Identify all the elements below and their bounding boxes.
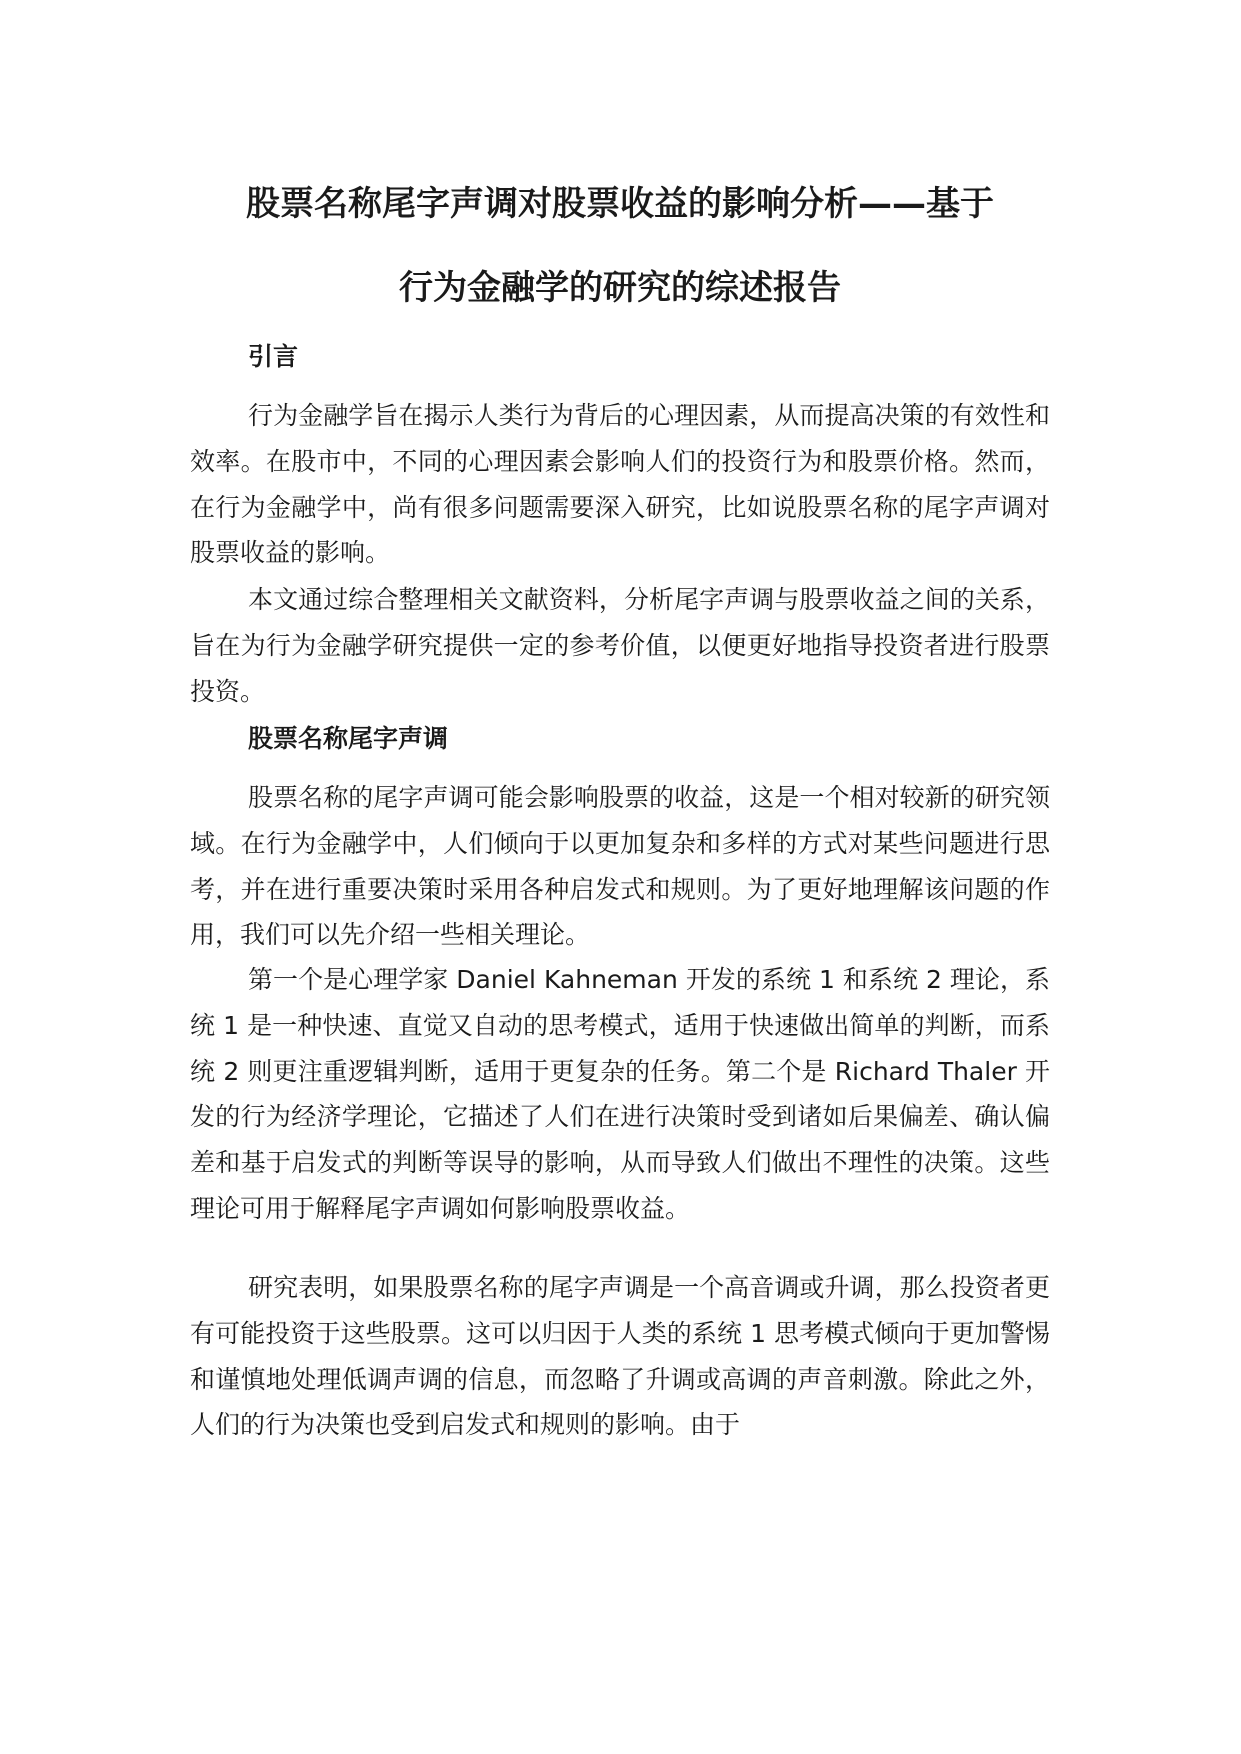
- paragraph: 第一个是心理学家 Daniel Kahneman 开发的系统 1 和系统 2 理论，系统 1 是一种快速、直觉又自动的思考模式，适用于快速做出简单的判断，而系统 2 则更注重逻辑判断，适用于更复杂的任务。第二个是 Richard Thaler 开发的行为经济学理论，它描述了人们在进行决策时受到诸如后果偏差、确认偏差和基于启发式的判断等误导的影响，从而导致人们做出不理性的决策。这些理论可用于解释尾字声调如何影响股票收益。: [190, 965, 1050, 1223]
- document-title-line-2: 行为金融学的研究的综述报告: [399, 268, 841, 308]
- document-title-line-1: 股票名称尾字声调对股票收益的影响分析——基于: [246, 184, 994, 224]
- paragraph: 研究表明，如果股票名称的尾字声调是一个高音调或升调，那么投资者更有可能投资于这些股票。这可以归因于人类的系统 1 思考模式倾向于更加警惕和谨慎地处理低调声调的信息，而忽略了升调或高调的声音刺激。除此之外，人们的行为决策也受到启发式和规则的影响。由于: [190, 1273, 1050, 1440]
- paragraph: 本文通过综合整理相关文献资料，分析尾字声调与股票收益之间的关系，旨在为行为金融学研究提供一定的参考价值，以便更好地指导投资者进行股票投资。: [190, 585, 1050, 706]
- section-heading-introduction: 引言: [248, 342, 299, 371]
- paragraph: 股票名称的尾字声调可能会影响股票的收益，这是一个相对较新的研究领域。在行为金融学中，人们倾向于以更加复杂和多样的方式对某些问题进行思考，并在进行重要决策时采用各种启发式和规则。为了更好地理解该问题的作用，我们可以先介绍一些相关理论。: [190, 783, 1050, 950]
- section-heading-stock-name-tone: 股票名称尾字声调: [248, 724, 449, 753]
- paragraph: 行为金融学旨在揭示人类行为背后的心理因素，从而提高决策的有效性和效率。在股市中，不同的心理因素会影响人们的投资行为和股票价格。然而，在行为金融学中，尚有很多问题需要深入研究，比如说股票名称的尾字声调对股票收益的影响。: [190, 401, 1050, 568]
